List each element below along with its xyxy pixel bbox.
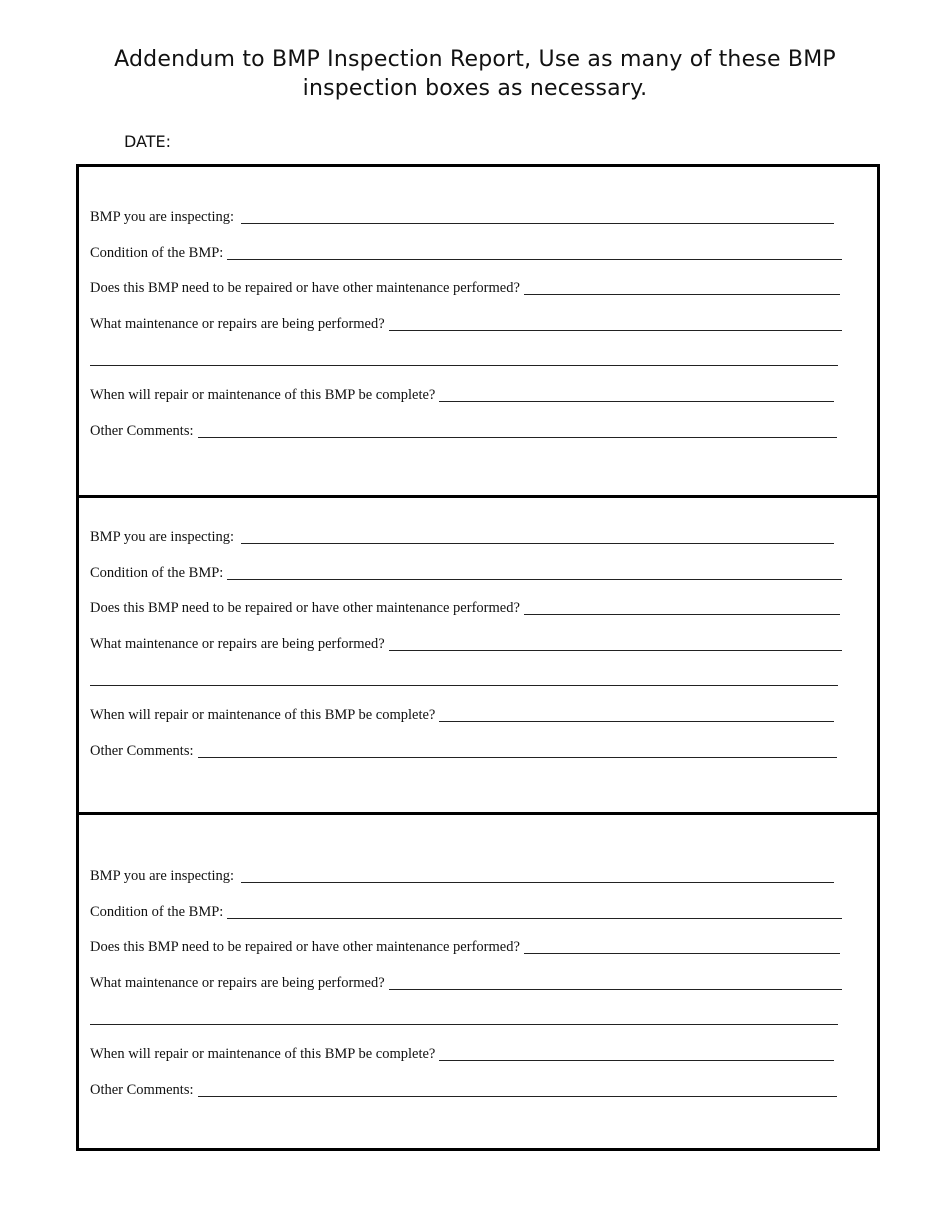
repair-needed-field[interactable]: [90, 278, 842, 298]
date-label: DATE:: [124, 132, 172, 151]
maintenance-continuation-line[interactable]: [90, 1008, 842, 1028]
condition-label: Condition of the BMP:: [90, 565, 227, 581]
comments-label: Other Comments:: [90, 743, 198, 759]
bmp-field[interactable]: [90, 207, 842, 227]
complete-field[interactable]: [90, 385, 842, 405]
repair-needed-label: Does this BMP need to be repaired or have other maintenance performed?: [90, 939, 524, 955]
maintenance-field[interactable]: [90, 973, 842, 993]
repair-needed-field[interactable]: [90, 598, 842, 618]
bmp-field[interactable]: [90, 866, 842, 886]
repair-needed-label: Does this BMP need to be repaired or have other maintenance performed?: [90, 600, 524, 616]
repair-needed-label: Does this BMP need to be repaired or have other maintenance performed?: [90, 280, 524, 296]
complete-field[interactable]: [90, 1044, 842, 1064]
inspection-box-1: [76, 164, 880, 498]
complete-label: When will repair or maintenance of this BMP be complete?: [90, 387, 439, 403]
maintenance-field[interactable]: [90, 634, 842, 654]
complete-field[interactable]: [90, 705, 842, 725]
bmp-label: BMP you are inspecting:: [90, 529, 238, 545]
comments-label: Other Comments:: [90, 423, 198, 439]
complete-label: When will repair or maintenance of this BMP be complete?: [90, 1046, 439, 1062]
repair-needed-field[interactable]: [90, 937, 842, 957]
title-line-2: inspection boxes as necessary.: [302, 76, 648, 101]
page-title: [0, 45, 950, 103]
maintenance-continuation-line[interactable]: [90, 669, 842, 689]
inspection-box-2: [76, 492, 880, 815]
bmp-field[interactable]: [90, 527, 842, 547]
condition-label: Condition of the BMP:: [90, 904, 227, 920]
maintenance-continuation-line[interactable]: [90, 349, 842, 369]
title-line-1: Addendum to BMP Inspection Report, Use as many of these BMP: [114, 47, 836, 72]
maintenance-label: What maintenance or repairs are being performed?: [90, 316, 389, 332]
comments-field[interactable]: [90, 421, 842, 441]
bmp-label: BMP you are inspecting:: [90, 868, 238, 884]
comments-field[interactable]: [90, 1080, 842, 1100]
comments-label: Other Comments:: [90, 1082, 198, 1098]
maintenance-field[interactable]: [90, 314, 842, 334]
condition-field[interactable]: [90, 563, 842, 583]
maintenance-label: What maintenance or repairs are being performed?: [90, 636, 389, 652]
comments-field[interactable]: [90, 741, 842, 761]
inspection-box-3: [76, 815, 880, 1151]
maintenance-label: What maintenance or repairs are being performed?: [90, 975, 389, 991]
condition-field[interactable]: [90, 243, 842, 263]
condition-label: Condition of the BMP:: [90, 245, 227, 261]
condition-field[interactable]: [90, 902, 842, 922]
complete-label: When will repair or maintenance of this BMP be complete?: [90, 707, 439, 723]
bmp-label: BMP you are inspecting:: [90, 209, 238, 225]
